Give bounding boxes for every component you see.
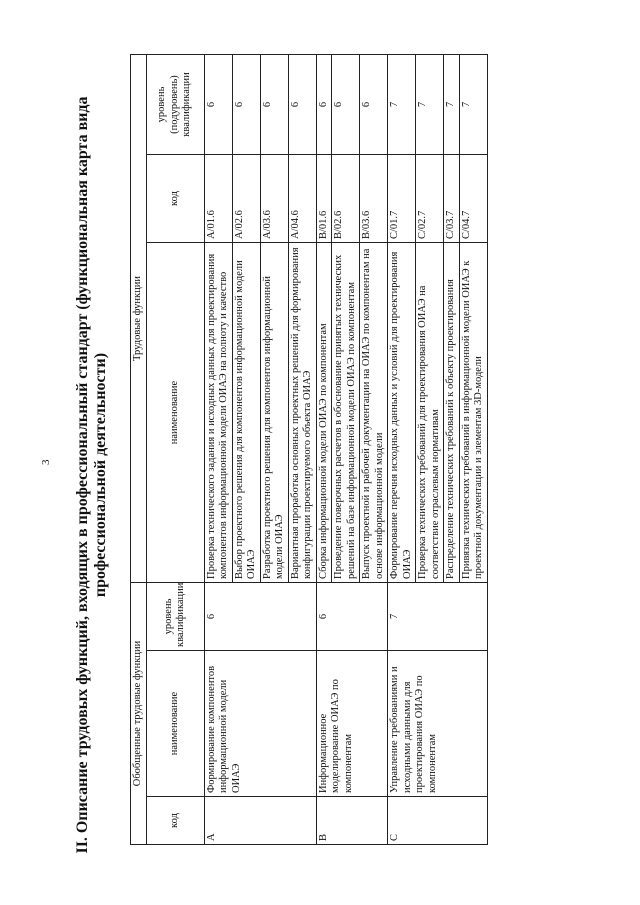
table-row [204,54,232,844]
title-line-1: II. Описание трудовых функций, входящих в профессиональный стандарт (функциональная карта вида [74,96,91,854]
function-name: Сборка информационной модели ОИАЭ по компонентам [316,243,332,583]
header-labor-functions: Трудовые функции [131,54,147,582]
header-code: код [146,797,204,845]
group-level: 7 [388,583,488,651]
function-code: C/04.7 [459,155,487,243]
function-level: 6 [288,54,316,154]
table-row [388,54,416,844]
function-name: Проведение поверочных расчетов в обоснование принятых технических решений на базе информационной модели ОИАЭ по компонентам [332,243,360,583]
functional-map-table [130,54,488,845]
header-name: наименование [146,651,204,797]
header-labor-level: уровень (подуровень) квалификации [146,54,204,154]
function-level: 6 [232,54,260,154]
header-labor-name: наименование [146,243,204,583]
function-code: A/01.6 [204,155,232,243]
function-level: 6 [260,54,288,154]
group-code: A [204,797,316,845]
function-name: Формирование перечня исходных данных и условий для проектирования ОИАЭ [388,243,416,583]
group-name: Формирование компонентов информационной модели ОИАЭ [204,651,316,797]
function-name: Привязка технических требований в информационной модели ОИАЭ к проектной документации и элементам 3D-модели [459,243,487,583]
function-name: Вариантная проработка основных проектных решений для формирования конфигурации проектируемого объекта ОИАЭ [288,243,316,583]
group-code: B [316,797,388,845]
function-level: 7 [444,54,460,154]
function-level: 6 [332,54,360,154]
group-level: 6 [204,583,316,651]
page-number: 3 [40,459,52,465]
function-level: 6 [204,54,232,154]
function-code: A/04.6 [288,155,316,243]
function-name: Проверка технического задания и исходных данных для проектирования компонентов информационной модели ОИАЭ на полноту и качество [204,243,232,583]
function-level: 7 [459,54,487,154]
header-level: уровень квалификации [146,583,204,651]
function-level: 7 [388,54,416,154]
function-code: C/03.7 [444,155,460,243]
function-level: 7 [416,54,444,154]
function-name: Разработка проектного решения для компонентов информационной модели ОИАЭ [260,243,288,583]
header-generalized-functions: Обобщенные трудовые функции [131,583,147,845]
title-line-2: профессиональной деятельности) [92,352,109,598]
function-code: A/03.6 [260,155,288,243]
group-level: 6 [316,583,388,651]
function-level: 6 [360,54,388,154]
section-title [74,85,110,865]
group-code: C [388,797,488,845]
function-code: B/03.6 [360,155,388,243]
function-name: Выбор проектного решения для компонентов информационной модели ОИАЭ [232,243,260,583]
header-labor-code: код [146,155,204,243]
function-code: C/01.7 [388,155,416,243]
function-name: Выпуск проектной и рабочей документации на ОИАЭ по компонентам на основе информационной модели [360,243,388,583]
function-code: B/01.6 [316,155,332,243]
function-level: 6 [316,54,332,154]
table-row [316,54,332,844]
group-name: Информационное моделирование ОИАЭ по компонентам [316,651,388,797]
function-code: C/02.7 [416,155,444,243]
group-name: Управление требованиями и исходными данными для проектирования ОИАЭ по компонентам [388,651,488,797]
function-code: A/02.6 [232,155,260,243]
function-name: Распределение технических требований к объекту проектирования [444,243,460,583]
function-name: Проверка технических требований для проектирования ОИАЭ на соответствие отраслевым нормативам [416,243,444,583]
function-code: B/02.6 [332,155,360,243]
